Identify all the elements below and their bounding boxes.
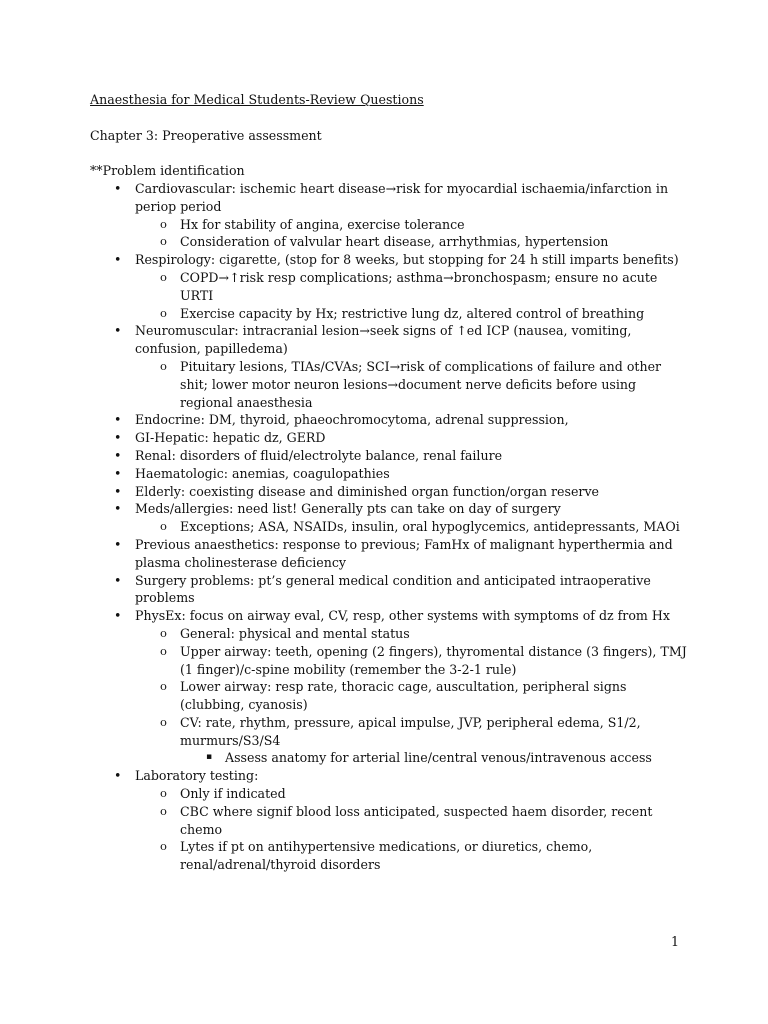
chapter-heading: Chapter 3: Preoperative assessment bbox=[90, 127, 322, 143]
bullet-marker: • bbox=[114, 412, 122, 428]
list-item-level-1 bbox=[90, 429, 690, 447]
bullet-marker: o bbox=[160, 216, 167, 231]
bullet-marker: o bbox=[160, 839, 167, 854]
list-item-text: Respirology: cigarette, (stop for 8 weeks, but stopping for 24 h still imparts benefits) bbox=[135, 252, 679, 268]
list-item-text: COPD→↑risk resp complications; asthma→bronchospasm; ensure no acute URTI bbox=[180, 269, 658, 303]
list-item-text: Renal: disorders of fluid/electrolyte balance, renal failure bbox=[135, 447, 503, 463]
list-item-text: Lytes if pt on antihypertensive medications, or diuretics, chemo, renal/adrenal/thyroid disorders bbox=[180, 839, 593, 873]
list-item-text: Meds/allergies: need list! Generally pts can take on day of surgery bbox=[135, 501, 561, 517]
section-heading: **Problem identification bbox=[90, 163, 245, 179]
bullet-marker: • bbox=[114, 465, 122, 481]
list-item-text: Pituitary lesions, TIAs/CVAs; SCI→risk of complications of failure and other shit; lower motor neuron lesions→document nerve deficits before using regional anaesthesia bbox=[180, 358, 662, 410]
bullet-marker: o bbox=[160, 305, 167, 320]
list-item-text: Elderly: coexisting disease and diminished organ function/organ reserve bbox=[135, 483, 600, 499]
list-item-level-2 bbox=[90, 269, 690, 305]
list-item-level-1 bbox=[90, 251, 690, 269]
list-item-text: CBC where signif blood loss anticipated, suspected haem disorder, recent chemo bbox=[180, 803, 653, 837]
list-item-text: Neuromuscular: intracranial lesion→seek signs of ↑ed ICP (nausea, vomiting, confusion, papilledema) bbox=[135, 323, 632, 357]
list-item-level-2 bbox=[90, 714, 690, 750]
bullet-marker: o bbox=[160, 358, 167, 373]
list-item-level-1 bbox=[90, 465, 690, 483]
bullet-marker: • bbox=[114, 430, 122, 446]
list-item-text: Hx for stability of angina, exercise tolerance bbox=[180, 216, 465, 232]
list-item-text: Haematologic: anemias, coagulopathies bbox=[135, 465, 390, 481]
bullet-marker: • bbox=[114, 180, 122, 196]
list-item-level-1 bbox=[90, 322, 690, 358]
bullet-marker: • bbox=[114, 572, 122, 588]
list-item-level-2 bbox=[90, 803, 690, 839]
bullet-marker: o bbox=[160, 786, 167, 801]
list-item-text: Previous anaesthetics: response to previous; FamHx of malignant hyperthermia and plasma cholinesterase deficiency bbox=[135, 536, 673, 570]
list-item-level-2 bbox=[90, 216, 690, 234]
list-item-level-1 bbox=[90, 607, 690, 625]
bullet-marker: o bbox=[160, 625, 167, 640]
bullet-marker: • bbox=[114, 252, 122, 268]
list-item-text: Upper airway: teeth, opening (2 fingers), thyromental distance (3 fingers), TMJ (1 finger)/c-spine mobility (remember the 3-2-1 rule) bbox=[180, 643, 687, 677]
list-item-text: Assess anatomy for arterial line/central venous/intravenous access bbox=[225, 750, 652, 766]
list-item-level-1 bbox=[90, 483, 690, 501]
list-item-text: Laboratory testing: bbox=[135, 768, 259, 784]
list-item-text: Lower airway: resp rate, thoracic cage, auscultation, peripheral signs (clubbing, cyanosis) bbox=[180, 679, 627, 713]
list-item-text: Exercise capacity by Hx; restrictive lung dz, altered control of breathing bbox=[180, 305, 645, 321]
bullet-marker: o bbox=[160, 714, 167, 729]
list-item-level-2 bbox=[90, 678, 690, 714]
list-item-text: General: physical and mental status bbox=[180, 625, 410, 641]
bullet-marker: • bbox=[114, 608, 122, 624]
list-item-text: Endocrine: DM, thyroid, phaeochromocytoma, adrenal suppression, bbox=[135, 412, 569, 428]
bullet-marker: • bbox=[114, 483, 122, 499]
list-item-level-3 bbox=[90, 749, 690, 767]
list-item-level-2 bbox=[90, 643, 690, 679]
list-item-text: PhysEx: focus on airway eval, CV, resp, other systems with symptoms of dz from Hx bbox=[135, 608, 670, 624]
bullet-marker: • bbox=[114, 501, 122, 517]
list-item-text: Cardiovascular: ischemic heart disease→risk for myocardial ischaemia/infarction in periop period bbox=[135, 180, 669, 214]
list-item-level-2 bbox=[90, 305, 690, 323]
list-item-level-1 bbox=[90, 180, 690, 216]
list-item-level-1 bbox=[90, 447, 690, 465]
page-number: 1 bbox=[671, 934, 680, 949]
bullet-marker: • bbox=[114, 536, 122, 552]
bullet-marker: o bbox=[160, 234, 167, 249]
outline-list bbox=[90, 180, 690, 874]
list-item-level-1 bbox=[90, 572, 690, 608]
document-title: Anaesthesia for Medical Students-Review Questions bbox=[90, 92, 424, 107]
list-item-level-2 bbox=[90, 785, 690, 803]
list-item-text: Only if indicated bbox=[180, 786, 286, 802]
list-item-level-1 bbox=[90, 500, 690, 518]
list-item-level-1 bbox=[90, 767, 690, 785]
list-item-level-2 bbox=[90, 358, 690, 411]
bullet-marker: ▪ bbox=[206, 752, 213, 763]
bullet-marker: • bbox=[114, 447, 122, 463]
list-item-level-1 bbox=[90, 411, 690, 429]
bullet-marker: o bbox=[160, 803, 167, 818]
bullet-marker: o bbox=[160, 679, 167, 694]
list-item-level-1 bbox=[90, 536, 690, 572]
list-item-text: Surgery problems: pt’s general medical condition and anticipated intraoperative problems bbox=[135, 572, 651, 606]
bullet-marker: o bbox=[160, 643, 167, 658]
bullet-marker: o bbox=[160, 269, 167, 284]
list-item-text: CV: rate, rhythm, pressure, apical impulse, JVP, peripheral edema, S1/2, murmurs/S3/S4 bbox=[180, 714, 641, 748]
list-item-level-2 bbox=[90, 518, 690, 536]
list-item-text: GI-Hepatic: hepatic dz, GERD bbox=[135, 430, 326, 446]
list-item-level-2 bbox=[90, 838, 690, 874]
bullet-marker: • bbox=[114, 323, 122, 339]
document-page bbox=[90, 91, 690, 874]
list-item-level-2 bbox=[90, 233, 690, 251]
list-item-text: Consideration of valvular heart disease, arrhythmias, hypertension bbox=[180, 234, 609, 250]
list-item-level-2 bbox=[90, 625, 690, 643]
list-item-text: Exceptions; ASA, NSAIDs, insulin, oral hypoglycemics, antidepressants, MAOi bbox=[180, 519, 680, 535]
bullet-marker: o bbox=[160, 519, 167, 534]
bullet-marker: • bbox=[114, 768, 122, 784]
